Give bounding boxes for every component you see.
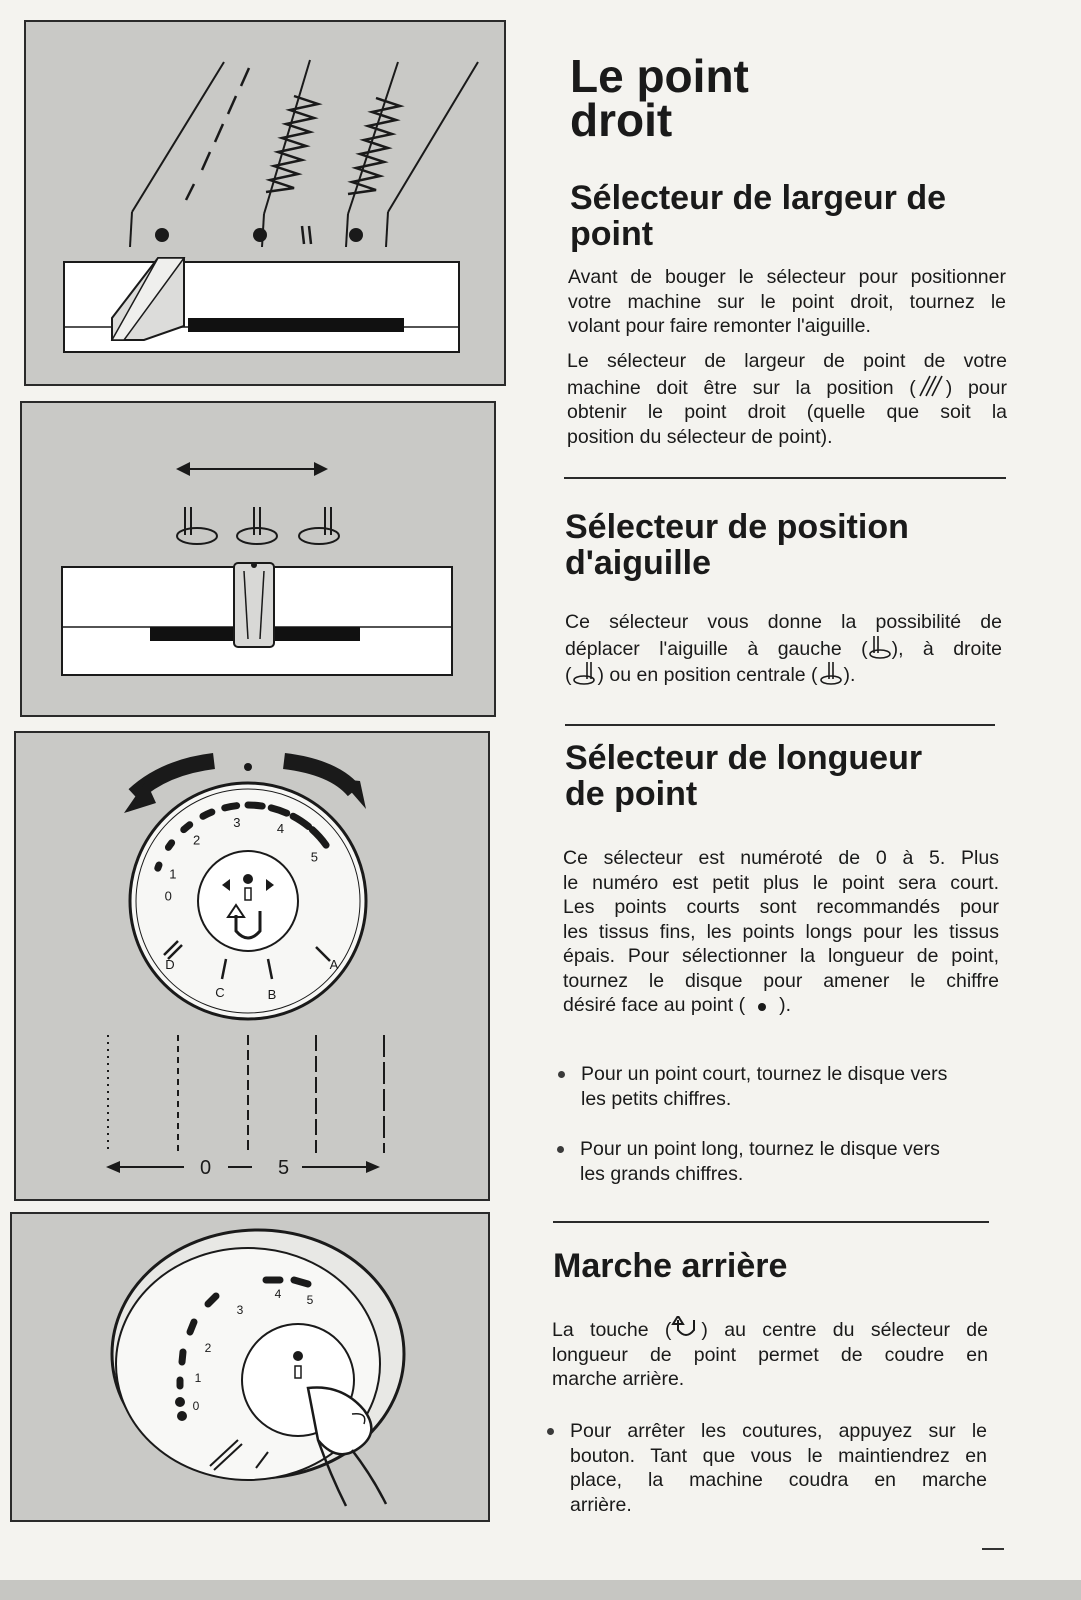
illustration-reverse-button: [10, 1212, 490, 1522]
text-line: [565, 635, 1002, 662]
text-fragment: ).: [779, 994, 792, 1016]
text-line: épais. Pour sélectionner la longueur de point,: [563, 945, 999, 967]
text-line: [563, 993, 999, 1018]
illustration-needle-position: [20, 401, 496, 717]
scale-label-min: 0: [200, 1157, 212, 1179]
bullet-icon: [558, 1071, 565, 1078]
width-selector-drawing: [26, 22, 504, 384]
text-line: Pour un point long, tournez le disque vers: [580, 1138, 940, 1160]
text-line: Ce sélecteur vous donne la possibilité de: [565, 611, 1002, 633]
text-fragment: (: [565, 664, 572, 686]
text-line: [565, 661, 1002, 688]
text-line: longueur de point permet de coudre en: [552, 1343, 988, 1366]
reverse-dial-number-0: 0: [192, 1399, 200, 1413]
page-title: [570, 50, 749, 146]
text-line: [552, 1316, 988, 1343]
dot-icon: [745, 995, 779, 1015]
text-line: les tissus fins, les points longs pour les tissus: [563, 920, 999, 943]
text-line: volant pour faire remonter l'aiguille.: [568, 315, 871, 337]
text-fragment: ), à droite: [891, 637, 1002, 660]
bullet-icon: [547, 1428, 554, 1435]
length-dash-mark: [184, 825, 190, 830]
section-divider: [565, 724, 995, 726]
heading-length-line1: Sélecteur de longueur: [565, 739, 923, 777]
length-dash-mark: [203, 812, 212, 816]
text-line: Pour un point court, tournez le disque vers: [581, 1063, 948, 1085]
text-line: les petits chiffres.: [581, 1087, 732, 1110]
length-dash-mark: [158, 865, 159, 868]
needle-position-drawing: [22, 403, 494, 715]
length-dash-mark: [248, 805, 262, 806]
text-line: [567, 374, 1007, 401]
heading-needle-line1: Sélecteur de position: [565, 508, 909, 546]
text-line: position du sélecteur de point).: [567, 425, 833, 448]
text-fragment: déplacer l'aiguille à gauche (: [565, 637, 868, 660]
dial-number-0: 0: [164, 888, 172, 904]
text-fragment: ) pour: [945, 376, 1007, 399]
text-line: Ce sélecteur est numéroté de 0 à 5. Plus: [563, 847, 999, 869]
needle-left-icon: [868, 635, 892, 659]
heading-width-line1: Sélecteur de largeur de: [570, 179, 947, 217]
text-line: le numéro est petit plus le point sera court.: [563, 871, 999, 894]
section-divider: [553, 1221, 989, 1223]
dial-number-5: 5: [310, 849, 318, 865]
page-title-line2: droit: [570, 94, 673, 146]
page-title-line1: Le point: [570, 50, 749, 102]
heading-length-line2: de point: [565, 775, 698, 813]
list-item: [558, 1062, 998, 1111]
reverse-dial-number-2: 2: [204, 1341, 212, 1355]
text-line: place, la machine coudra en marche: [570, 1469, 987, 1491]
dial-number-3: 3: [233, 814, 241, 830]
text-line: bouton. Tant que vous le maintiendrez en: [570, 1444, 987, 1467]
dial-letter-2: C: [215, 985, 225, 1000]
text-fragment: désiré face au point (: [563, 994, 746, 1016]
heading-needle-line2: d'aiguille: [565, 544, 711, 582]
text-line: tournez le disque pour amener le chiffre: [563, 969, 999, 992]
length-dial-drawing: [16, 733, 488, 1199]
reverse-button-drawing: [12, 1214, 488, 1520]
reverse-stitch-icon: [671, 1316, 701, 1340]
reverse-paragraph: [552, 1316, 988, 1392]
text-fragment: ).: [843, 664, 856, 686]
text-line: les grands chiffres.: [580, 1162, 744, 1185]
heading-width-selector: [570, 180, 946, 252]
reverse-dial-number-3: 3: [236, 1303, 244, 1317]
heading-stitch-length: [565, 740, 922, 812]
list-item: [547, 1419, 987, 1517]
text-fragment: La touche (: [552, 1319, 672, 1341]
reverse-dial-number-1: 1: [194, 1371, 202, 1385]
text-fragment: machine doit être sur la position (: [567, 376, 916, 399]
needle-paragraph: [565, 610, 1002, 688]
dial-letter-1: B: [267, 987, 277, 1002]
heading-width-line2: point: [570, 215, 654, 253]
width-paragraph-1: [568, 265, 1006, 339]
text-line: Avant de bouger le sélecteur pour positionner: [568, 266, 1006, 288]
needle-right-icon: [572, 661, 598, 685]
text-fragment: ) ou en position centrale (: [597, 664, 818, 686]
text-line: Le sélecteur de largeur de point de votre: [567, 350, 1007, 372]
length-dash-mark: [225, 806, 237, 808]
width-paragraph-2: [567, 349, 1007, 449]
dial-number-2: 2: [192, 832, 201, 848]
heading-needle-position: [565, 509, 909, 581]
length-paragraph: [563, 846, 999, 1018]
scan-bottom-edge: [0, 1580, 1081, 1600]
section-divider: [564, 477, 1006, 479]
reverse-dial-number-4: 4: [274, 1287, 282, 1301]
needle-center-icon: [818, 661, 844, 685]
text-line: Les points courts sont recommandés pour: [563, 896, 999, 918]
text-line: obtenir le point droit (quelle que soit la: [567, 401, 1007, 423]
illustration-length-dial: [14, 731, 490, 1201]
scale-label-max: 5: [278, 1157, 290, 1179]
straight-stitch-icon: [916, 374, 946, 398]
bullet-icon: [557, 1146, 564, 1153]
length-dash-mark: [168, 843, 171, 847]
text-line: arrière.: [570, 1493, 632, 1516]
text-fragment: ) au centre du sélecteur de: [701, 1319, 988, 1341]
text-line: Pour arrêter les coutures, appuyez sur le: [570, 1420, 987, 1442]
heading-reverse: Marche arrière: [553, 1247, 788, 1285]
illustration-width-selector: [24, 20, 506, 386]
list-item: [557, 1137, 997, 1186]
text-line: marche arrière.: [552, 1368, 685, 1390]
dial-letter-3: D: [165, 957, 175, 972]
text-line: votre machine sur le point droit, tournez le: [568, 290, 1006, 313]
dial-number-4: 4: [276, 820, 285, 836]
page-number-mark: [982, 1548, 1004, 1550]
dial-letter-0: A: [329, 957, 339, 972]
reverse-dial-number-5: 5: [306, 1293, 314, 1307]
dial-number-1: 1: [169, 866, 177, 882]
